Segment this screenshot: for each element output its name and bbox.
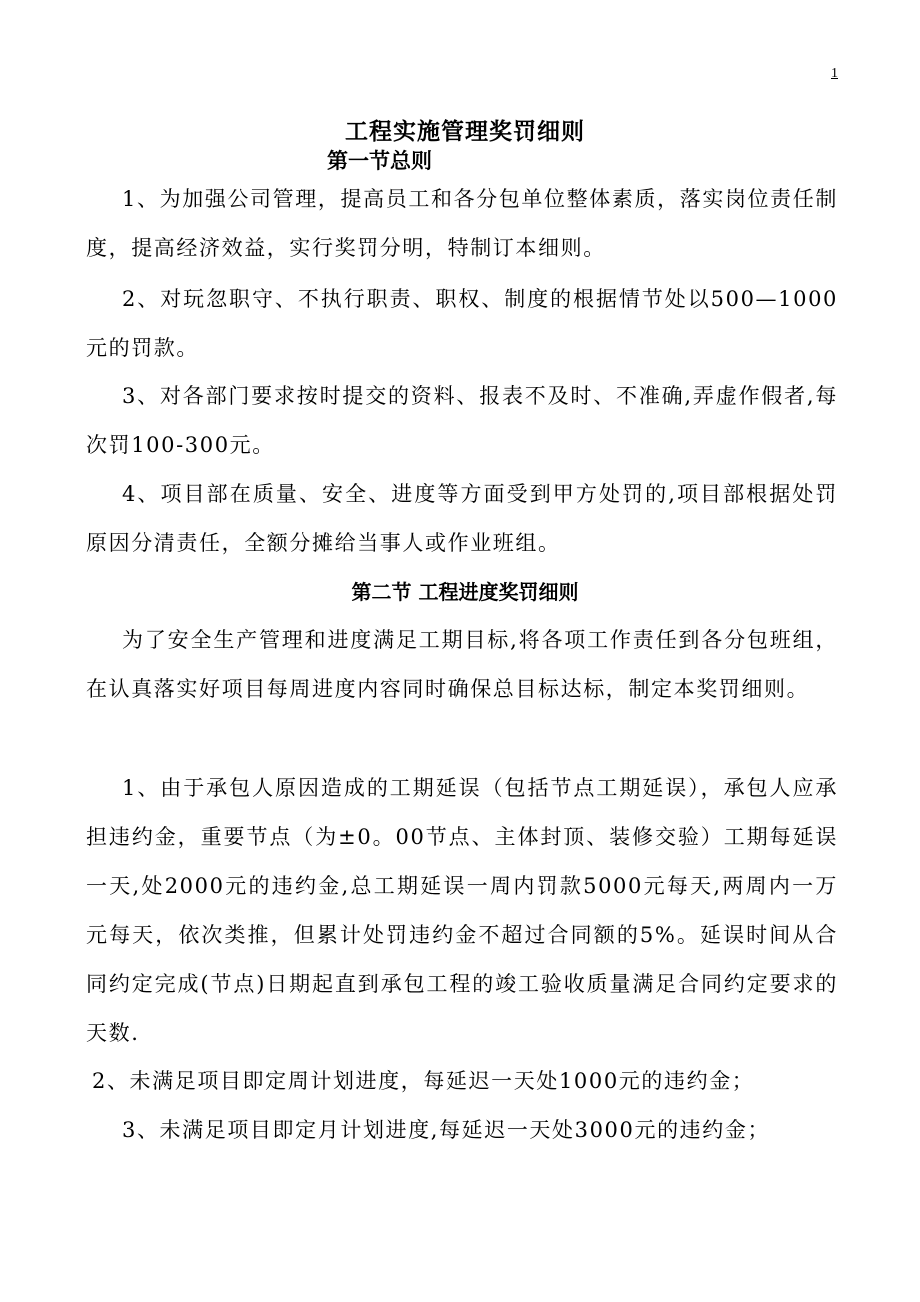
section-2-intro: 为了安全生产管理和进度满足工期目标,将各项工作责任到各分包班组，在认真落实好项目每周进度内容同时确保总目标达标，制定本奖罚细则。 bbox=[86, 628, 838, 701]
section-2-item-1: 1、由于承包人原因造成的工期延误（包括节点工期延误），承包人应承担违约金，重要节点（为±0。00节点、主体封顶、装修交验）工期每延误一天,处2000元的违约金,总工期延误一周内罚款5000元每天,两周内一万元每天，依次类推，但累计处罚违约金不超过合同额的5%。延误时间从合同约定完成(节点)日期起直到承包工程的竣工验收质量满足合同约定要求的天数. bbox=[86, 776, 838, 1045]
section-1-heading: 第一节总则 bbox=[327, 148, 432, 173]
section-1-paragraph-1: 1、为加强公司管理，提高员工和各分包单位整体素质，落实岗位责任制度，提高经济效益，实行奖罚分明，特制订本细则。 bbox=[86, 187, 838, 260]
section-1-paragraph-4: 4、项目部在质量、安全、进度等方面受到甲方处罚的,项目部根据处罚原因分清责任，全额分摊给当事人或作业班组。 bbox=[86, 482, 838, 555]
section-2-heading: 第二节 工程进度奖罚细则 bbox=[351, 580, 579, 604]
page-number: 1 bbox=[831, 66, 838, 81]
section-2-item-2: 2、未满足项目即定周计划进度，每延迟一天处1000元的违约金； bbox=[92, 1069, 755, 1093]
section-2-item-3: 3、未满足项目即定月计划进度,每延迟一天处3000元的违约金； bbox=[122, 1118, 771, 1142]
document-title: 工程实施管理奖罚细则 bbox=[345, 118, 585, 145]
section-1-paragraph-3: 3、对各部门要求按时提交的资料、报表不及时、不准确,弄虚作假者,每次罚100-300元。 bbox=[86, 384, 838, 457]
section-1-paragraph-2: 2、对玩忽职守、不执行职责、职权、制度的根据情节处以500—1000元的罚款。 bbox=[86, 287, 838, 360]
